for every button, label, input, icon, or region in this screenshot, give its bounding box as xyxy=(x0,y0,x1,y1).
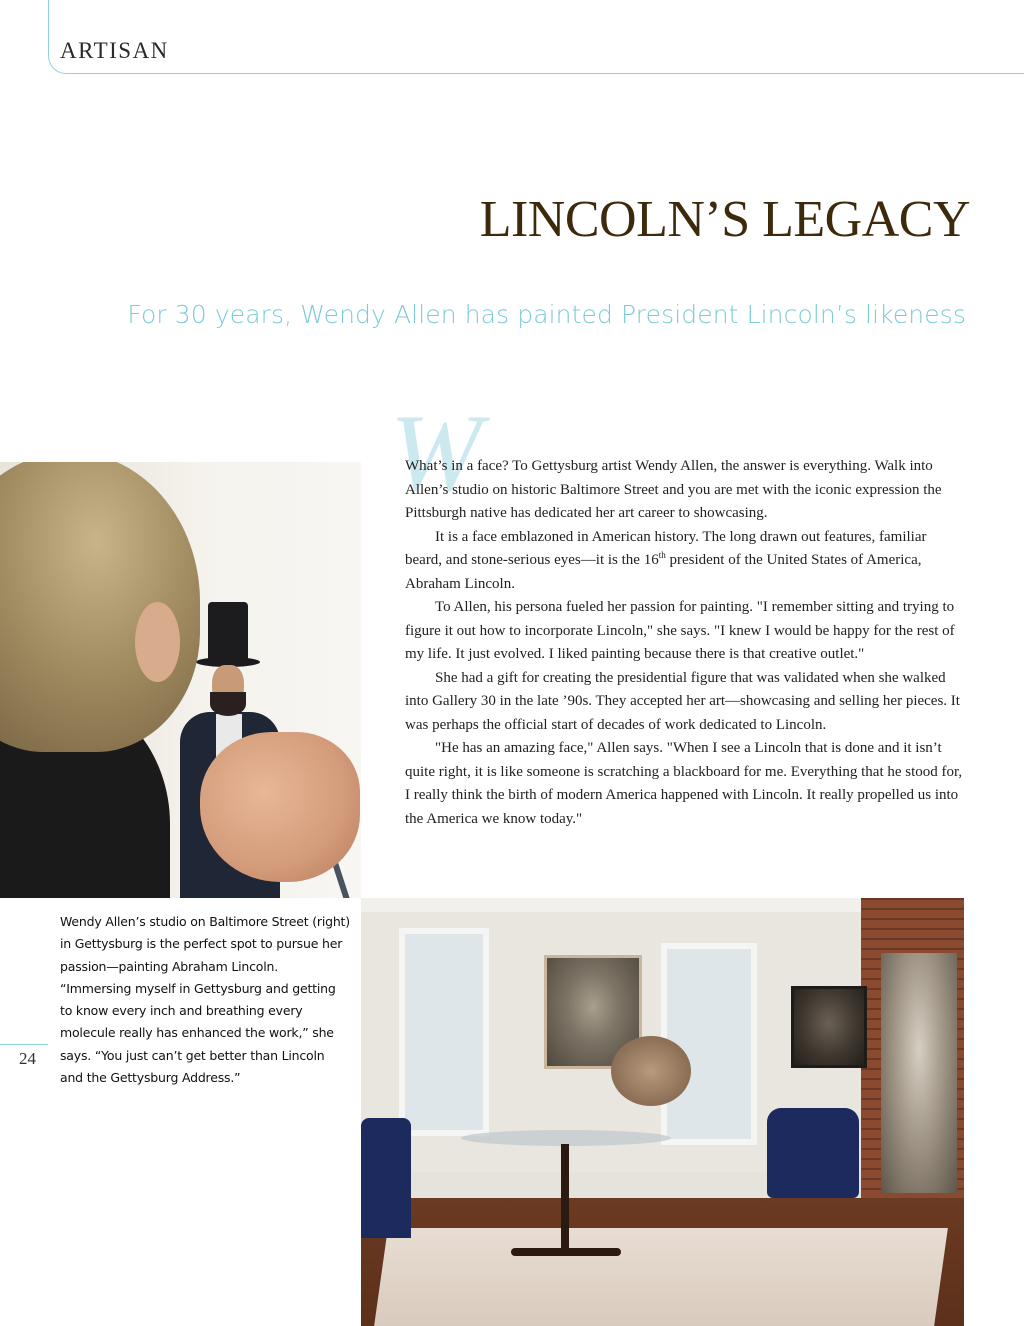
lincoln-portrait-small xyxy=(791,986,867,1068)
section-label: ARTISAN xyxy=(60,38,169,63)
paragraph: What’s in a face? To Gettysburg artist Wendy Allen, the answer is everything. Walk into Allen’s studio on historic Baltimore Street and you are met with the iconic expression the Pittsburgh native has dedicated her art career to showcasing. xyxy=(405,458,942,521)
area-rug xyxy=(374,1228,948,1326)
blue-armchair-left xyxy=(361,1118,411,1238)
dried-flower-arrangement xyxy=(611,1036,691,1106)
lincoln-portrait-large xyxy=(881,953,957,1193)
blue-armchair-right xyxy=(767,1108,859,1198)
article-title: LINCOLN’S LEGACY xyxy=(479,191,970,248)
painted-figure-beard xyxy=(210,692,246,716)
photo-artist-painting xyxy=(0,462,361,898)
photo-caption: Wendy Allen’s studio on Baltimore Street (right) in Gettysburg is the perfect spot to pursue her passion—painting Abraham Lincoln. “Immersing myself in Gettysburg and getting to know every inch and breathing every molecule really has enhanced the work,” she says. “You just can’t get better than Lincoln and the Gettysburg Address.” xyxy=(60,914,350,1086)
studio-window-left xyxy=(399,928,489,1136)
page-number: 24 xyxy=(19,1049,36,1068)
artist-ear xyxy=(135,602,180,682)
paragraph-text-tail: president of the United States of America, Abraham Lincoln. xyxy=(405,552,922,592)
paragraph: To Allen, his persona fueled her passion for painting. "I remember sitting and trying to figure it out how to incorporate Lincoln," she says. "I knew I would be happy for the rest of my life. It just evolved. I liked painting because there is that creative outlet." xyxy=(405,599,955,662)
painted-figure-top-hat xyxy=(208,602,248,662)
paragraph: She had a gift for creating the presidential figure that was validated when she walked into Gallery 30 in the late ’90s. They accepted her art—showcasing and selling her pieces. It was perhaps the official start of decades of work dedicated to Lincoln. xyxy=(405,669,960,733)
paragraph: "He has an amazing face," Allen says. "When I see a Lincoln that is done and it isn’t quite right, it is like someone is scratching a blackboard for me. Everything that he stood for, I really think the birth of modern America happened with Lincoln. It really propelled us into the America we know today." xyxy=(405,740,963,827)
drop-cap: W xyxy=(390,392,482,514)
article-body xyxy=(405,455,965,831)
photo-studio-interior xyxy=(361,898,964,1326)
paragraph xyxy=(405,526,965,597)
ordinal-suffix: th xyxy=(658,550,666,560)
header-rule xyxy=(48,55,1024,74)
table-pedestal xyxy=(561,1144,569,1254)
page-number-rule xyxy=(0,1044,48,1045)
artist-hand xyxy=(200,732,360,882)
article-subtitle: For 30 years, Wendy Allen has painted President Lincoln’s likeness xyxy=(127,300,966,329)
header-rule-vertical xyxy=(48,0,49,56)
paragraph-text: It is a face emblazoned in American history. The long drawn out features, familiar beard, and stone-serious eyes—it is the 16 xyxy=(405,528,927,568)
artist-head xyxy=(0,462,200,752)
table-base xyxy=(511,1248,621,1256)
